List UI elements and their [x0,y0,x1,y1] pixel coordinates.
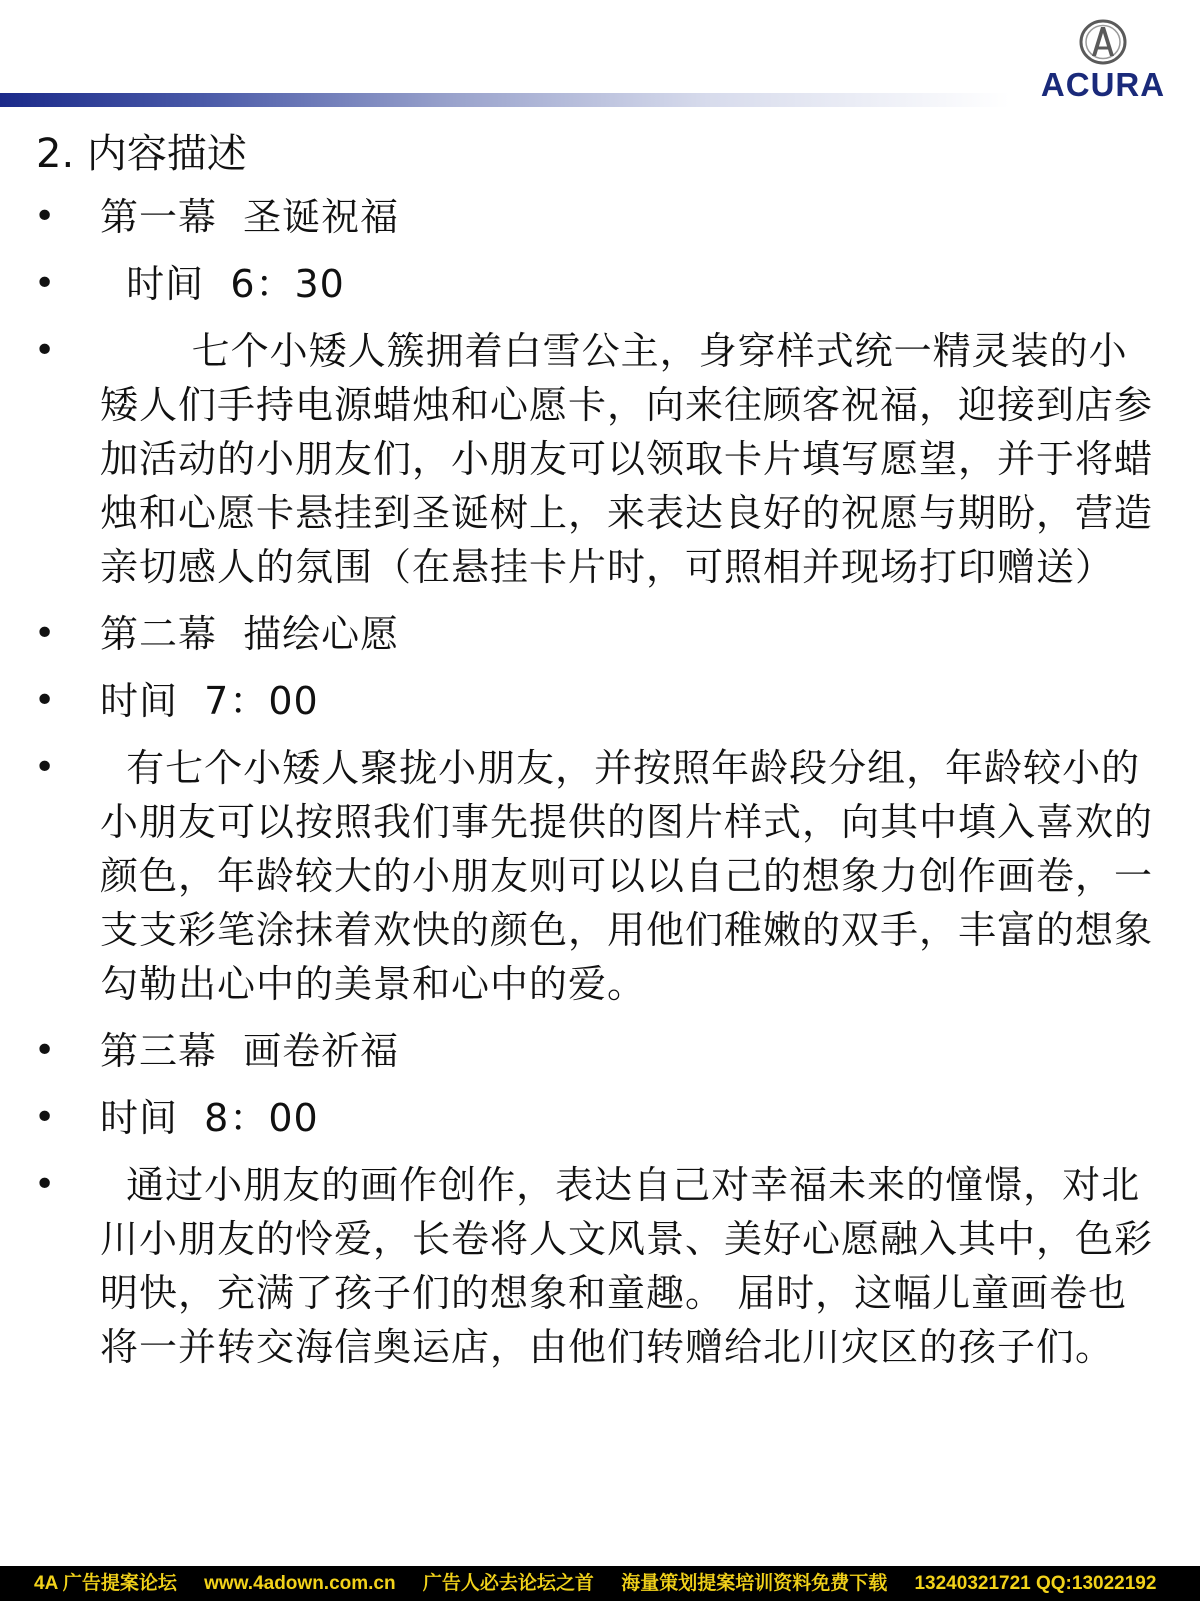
list-item [0,190,1200,244]
footer-url-link[interactable]: www.4adown.com.cn [204,1573,396,1594]
list-item [0,1158,1200,1374]
acura-caliper-icon [1077,18,1129,66]
list-item [0,741,1200,1011]
bullet-icon: • [34,263,56,304]
list-item [0,1091,1200,1145]
bullet-icon: • [34,613,56,654]
bullet-icon: • [34,330,56,371]
section-title: 2. 内容描述 [36,131,247,177]
scene-2-time: 时间 7：00 [100,679,319,723]
acura-wordmark: ACURA [1040,66,1166,103]
header-gradient-bar [0,93,1010,107]
scene-1-description: 七个小矮人簇拥着白雪公主，身穿样式统一精灵装的小矮人们手持电源蜡烛和心愿卡，向来往顾客祝福，迎接到店参加活动的小朋友们，小朋友可以领取卡片填写愿望，并于将蜡烛和心愿卡悬挂到圣诞树上，来表达良好的祝愿与期盼，营造亲切感人的氛围（在悬挂卡片时，可照相并现场打印赠送） [100,329,1154,589]
bullet-icon: • [34,1030,56,1071]
scene-2-description: 有七个小矮人聚拢小朋友，并按照年龄段分组，年龄较小的小朋友可以按照我们事先提供的图片样式，向其中填入喜欢的颜色，年龄较大的小朋友则可以以自己的想象力创作画卷，一支支彩笔涂抹着欢快的颜色，用他们稚嫩的双手，丰富的想象勾勒出心中的美景和心中的爱。 [100,746,1154,1006]
bullet-icon: • [34,196,56,237]
bullet-list [0,190,1200,1387]
scene-3-time: 时间 8：00 [100,1096,319,1140]
bullet-icon: • [34,747,56,788]
list-item [0,257,1200,311]
list-item [0,324,1200,594]
scene-2-title: 第二幕 描绘心愿 [100,612,400,656]
footer-banner [0,1566,1200,1601]
scene-3-title: 第三幕 画卷祈福 [100,1029,400,1073]
footer-slogan: 广告人必去论坛之首 [422,1573,594,1594]
list-item [0,674,1200,728]
acura-logo [1028,18,1178,104]
bullet-icon: • [34,1164,56,1205]
list-item [0,1024,1200,1078]
scene-1-title: 第一幕 圣诞祝福 [100,195,400,239]
bullet-icon: • [34,680,56,721]
bullet-icon: • [34,1097,56,1138]
footer-promo: 海量策划提案培训资料免费下载 [621,1573,888,1594]
list-item [0,607,1200,661]
footer-site-name: 4A 广告提案论坛 [34,1573,177,1594]
scene-3-description: 通过小朋友的画作创作，表达自己对幸福未来的憧憬，对北川小朋友的怜爱，长卷将人文风景、美好心愿融入其中，色彩明快，充满了孩子们的想象和童趣。 届时，这幅儿童画卷也将一并转交海信奥运店，由他们转赠给北川灾区的孩子们。 [100,1163,1154,1369]
scene-1-time: 时间 6：30 [100,262,345,306]
footer-contact: 13240321721 QQ:13022192 [914,1573,1157,1594]
